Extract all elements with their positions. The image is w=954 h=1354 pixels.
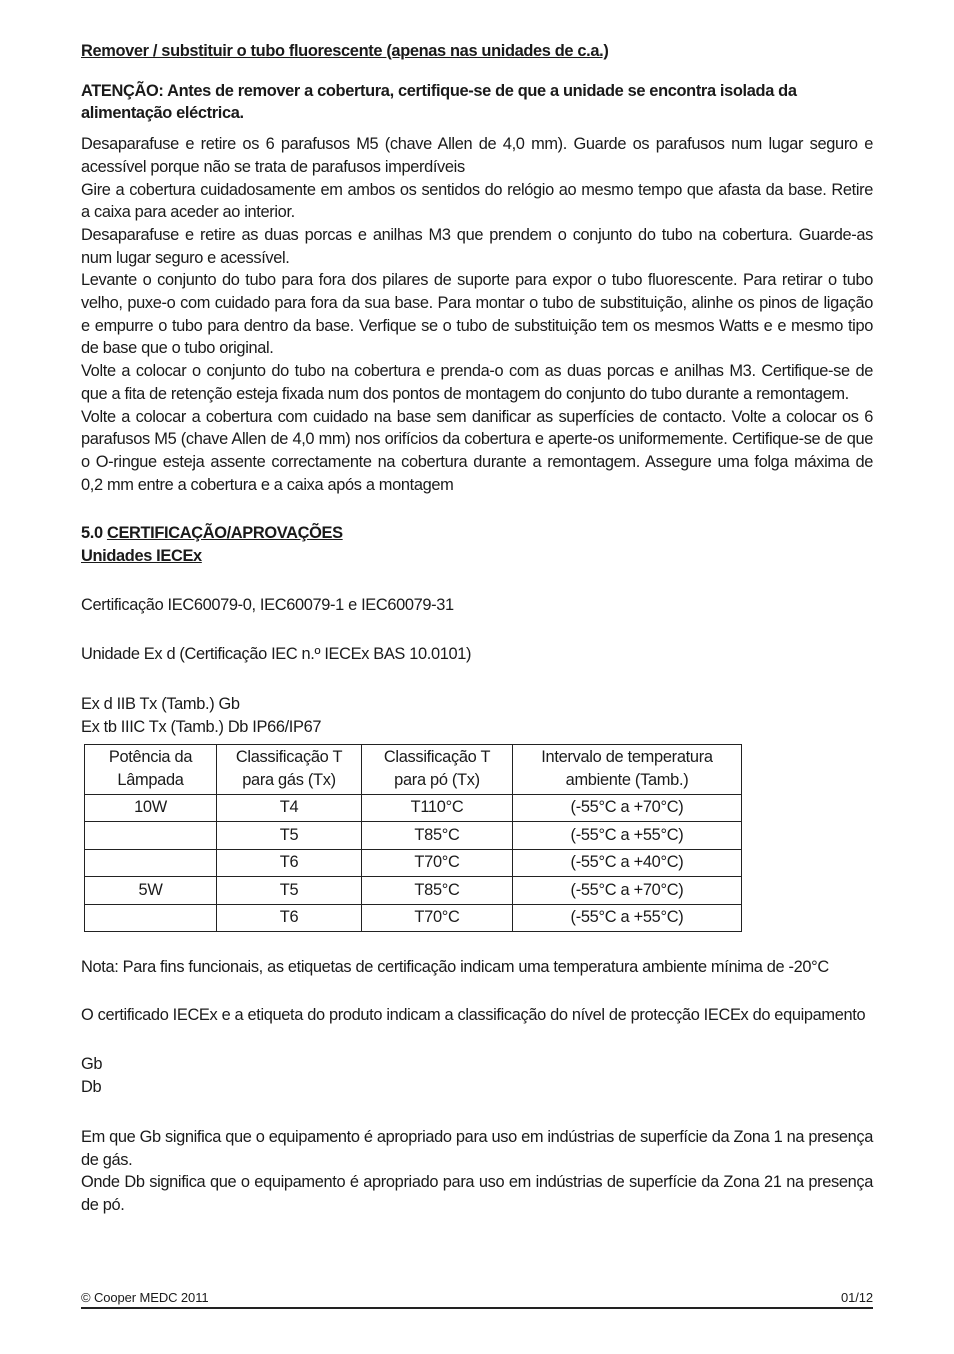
table-cell xyxy=(85,822,217,850)
header-line: Classificação T xyxy=(235,747,343,766)
level-explanation: Onde Db significa que o equipamento é apropriado para uso em indústrias de superfície da Zona 21 na presença de pó. xyxy=(81,1173,873,1214)
header-line: para pó (Tx) xyxy=(394,771,480,790)
header-ambient-range xyxy=(513,744,742,794)
header-line: para gás (Tx) xyxy=(242,771,336,790)
note-text: Nota: Para fins funcionais, as etiquetas de certificação indicam uma temperatura ambiente mínima de -20°C xyxy=(81,958,829,977)
table-cell: T70°C xyxy=(362,849,513,877)
table-cell: T5 xyxy=(217,877,362,905)
header-line: ambiente (Tamb.) xyxy=(565,771,689,790)
header-lamp-power xyxy=(85,744,217,794)
header-dust-class xyxy=(362,744,513,794)
procedure-step: Gire a cobertura cuidadosamente em ambos os sentidos do relógio ao mesmo tempo que afasta da base. Retire a caixa para aceder ao interior. xyxy=(81,180,873,222)
table-row xyxy=(85,849,742,877)
table-cell: (-55°C a +70°C) xyxy=(513,794,742,822)
table-cell: (-55°C a +55°C) xyxy=(513,904,742,932)
table-cell: T5 xyxy=(217,822,362,850)
table-cell: (-55°C a +40°C) xyxy=(513,849,742,877)
footer-page-number: 01/12 xyxy=(840,1290,873,1305)
procedure-step: Levante o conjunto do tubo para fora dos pilares de suporte para expor o tubo fluorescente. Para retirar o tubo velho, puxe-o com cuidado para fora da sua base. Para montar o tubo de substituição, alinhe os pinos de ligação e empurre o tubo para dentro da base. Verfique se o tubo de substituição tem os mesmos Watts e e mesmo tipo de base que o tubo original. xyxy=(81,271,873,358)
table-cell: 10W xyxy=(85,794,217,822)
table-cell xyxy=(85,849,217,877)
header-line: Potência da xyxy=(108,747,193,766)
cert-section-heading xyxy=(81,522,873,545)
cert-section-number: 5.0 xyxy=(81,524,107,543)
table-cell: T70°C xyxy=(362,904,513,932)
table-cell: 5W xyxy=(85,877,217,905)
table-cell: T6 xyxy=(217,904,362,932)
table-cell: T6 xyxy=(217,849,362,877)
header-gas-class xyxy=(217,744,362,794)
ex-line: Ex d IIB Tx (Tamb.) Gb xyxy=(81,695,240,714)
table-cell: (-55°C a +55°C) xyxy=(513,822,742,850)
table-header-row xyxy=(85,744,742,794)
procedure-step: Volte a colocar a cobertura com cuidado na base sem danificar as superfícies de contacto. Volte a colocar os 6 parafusos M5 (chave Allen de 4,0 mm) nos orifícios da cobertura e aperte-os uniformemente. Certifique-se de que o O-ringue esteja assente correctamente na cobertura durante a remontagem. Assegure uma folga máxima de 0,2 mm entre a cobertura e a caixa após a montagem xyxy=(81,407,873,494)
cert-section-subtitle: Unidades IECEx xyxy=(81,547,202,566)
table-cell: T85°C xyxy=(362,822,513,850)
table-cell xyxy=(85,904,217,932)
protection-level: Gb xyxy=(81,1055,103,1074)
table-row xyxy=(85,904,742,932)
header-line: Classificação T xyxy=(383,747,491,766)
section-heading: Remover / substituir o tubo fluorescente (apenas nas unidades de c.a.) xyxy=(81,42,609,60)
header-line: Lâmpada xyxy=(117,771,184,790)
table-row xyxy=(85,794,742,822)
table-cell: T110°C xyxy=(362,794,513,822)
cert-section-title: CERTIFICAÇÃO/APROVAÇÕES xyxy=(106,524,343,543)
table-row xyxy=(85,822,742,850)
table-cell: T85°C xyxy=(362,877,513,905)
table-cell: T4 xyxy=(217,794,362,822)
table-cell: (-55°C a +70°C) xyxy=(513,877,742,905)
procedure-step: Volte a colocar o conjunto do tubo na cobertura e prenda-o com as duas porcas e anilhas M3. Certifique-se de que a fita de retenção esteja fixada num dos pontos de montagem do conjunto do tubo durante a remontagem. xyxy=(81,362,873,403)
ex-line: Ex tb IIIC Tx (Tamb.) Db IP66/IP67 xyxy=(81,717,322,736)
footer-copyright: © Cooper MEDC 2011 xyxy=(81,1290,209,1305)
certificate-text: O certificado IECEx e a etiqueta do produto indicam a classificação do nível de protecção IECEx do equipamento xyxy=(81,1005,866,1024)
protection-level: Db xyxy=(81,1078,102,1097)
table-row xyxy=(85,877,742,905)
procedure-step: Desaparafuse e retire as duas porcas e anilhas M3 que prendem o conjunto do tubo na cobertura. Guarde-as num lugar seguro e acessível. xyxy=(81,225,873,267)
procedure-steps xyxy=(81,133,873,496)
unit-line: Unidade Ex d (Certificação IEC n.º IECEx BAS 10.0101) xyxy=(81,645,472,664)
level-explanation: Em que Gb significa que o equipamento é apropriado para uso em indústrias de superfície da Zona 1 na presença de gás. xyxy=(81,1127,873,1169)
procedure-step: Desaparafuse e retire os 6 parafusos M5 (chave Allen de 4,0 mm). Guarde os parafusos num lugar seguro e acessível porque não se trata de parafusos imperdíveis xyxy=(81,135,873,176)
certification-line: Certificação IEC60079-0, IEC60079-1 e IEC60079-31 xyxy=(81,595,454,614)
document-page xyxy=(81,40,873,1217)
attention-warning: ATENÇÃO: Antes de remover a cobertura, certifique-se de que a unidade se encontra isolada da alimentação eléctrica. xyxy=(81,81,797,123)
page-footer xyxy=(81,1290,873,1309)
header-line: Intervalo de temperatura xyxy=(541,747,713,766)
temperature-class-table xyxy=(84,744,742,933)
